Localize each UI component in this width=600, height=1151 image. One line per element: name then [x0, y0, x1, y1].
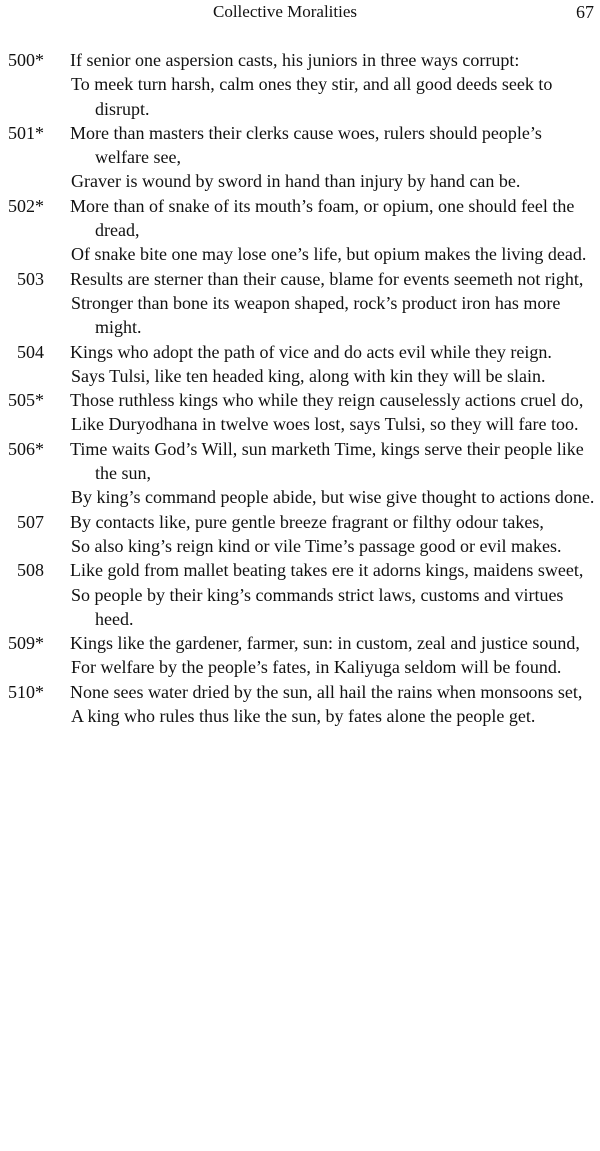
verse-number: 503 [17, 268, 44, 289]
verse-line: Kings who adopt the path of vice and do acts evil while they reign. [70, 341, 552, 362]
verse-line: Those ruthless kings who while they reign causelessly actions cruel do, [70, 390, 584, 411]
verse-line: Results are sterner than their cause, blame for events seemeth not right, [70, 268, 584, 289]
verse-line: Like gold from mallet beating takes ere it adorns kings, maidens sweet, [70, 560, 584, 581]
verse [0, 510, 600, 559]
verse [0, 340, 600, 389]
verse-number: 500* [8, 50, 44, 70]
verse [0, 680, 600, 729]
verse-line: Stronger than bone its weapon shaped, rock’s product iron has more might. [71, 292, 561, 338]
verse-line: For welfare by the people’s fates, in Kaliyuga seldom will be found. [71, 657, 562, 678]
verse-line: A king who rules thus like the sun, by fates alone the people get. [71, 706, 536, 727]
verse-line: If senior one aspersion casts, his juniors in three ways corrupt: [70, 50, 520, 70]
verse-list [0, 48, 600, 728]
verse [0, 121, 600, 194]
verse-line: More than masters their clerks cause woes, rulers should people’s welfare see, [70, 122, 542, 168]
verse-line: To meek turn harsh, calm ones they stir, and all good deeds seek to disrupt. [71, 74, 553, 119]
verse [0, 558, 600, 631]
verse-line: By contacts like, pure gentle breeze fragrant or filthy odour takes, [70, 511, 544, 532]
verse-line: Kings like the gardener, farmer, sun: in custom, zeal and justice sound, [70, 633, 580, 654]
verse [0, 194, 600, 267]
verse-number: 504 [17, 341, 44, 362]
verse-number: 509* [8, 633, 44, 654]
verse-number: 501* [8, 122, 44, 143]
verse [0, 437, 600, 510]
verse-number: 507 [17, 511, 44, 532]
verse-number: 510* [8, 681, 44, 702]
verse-line: Says Tulsi, like ten headed king, along with kin they will be slain. [71, 365, 546, 386]
verse-line: Of snake bite one may lose one’s life, but opium makes the living dead. [71, 244, 587, 265]
verse-line: Like Duryodhana in twelve woes lost, says Tulsi, so they will fare too. [71, 414, 579, 435]
page-header [0, 2, 600, 28]
verse-line: By king’s command people abide, but wise give thought to actions done. [71, 487, 595, 508]
verse-number: 502* [8, 195, 44, 216]
verse [0, 631, 600, 680]
verse [0, 48, 600, 121]
verse-line: Graver is wound by sword in hand than injury by hand can be. [71, 171, 521, 192]
verse-line: Time waits God’s Will, sun marketh Time, kings serve their people like the sun, [70, 438, 584, 484]
verse-line: More than of snake of its mouth’s foam, or opium, one should feel the dread, [70, 195, 575, 241]
verse [0, 388, 600, 437]
verse-line: So also king’s reign kind or vile Time’s passage good or evil makes. [71, 535, 562, 556]
verse-line: None sees water dried by the sun, all hail the rains when monsoons set, [70, 681, 583, 702]
verse [0, 267, 600, 340]
verse-line: So people by their king’s commands strict laws, customs and virtues heed. [71, 584, 564, 629]
running-title: Collective Moralities [213, 2, 357, 21]
verse-number: 505* [8, 390, 44, 411]
verse-number: 506* [8, 438, 44, 459]
page-number: 67 [576, 2, 594, 22]
verse-number: 508 [17, 560, 44, 581]
